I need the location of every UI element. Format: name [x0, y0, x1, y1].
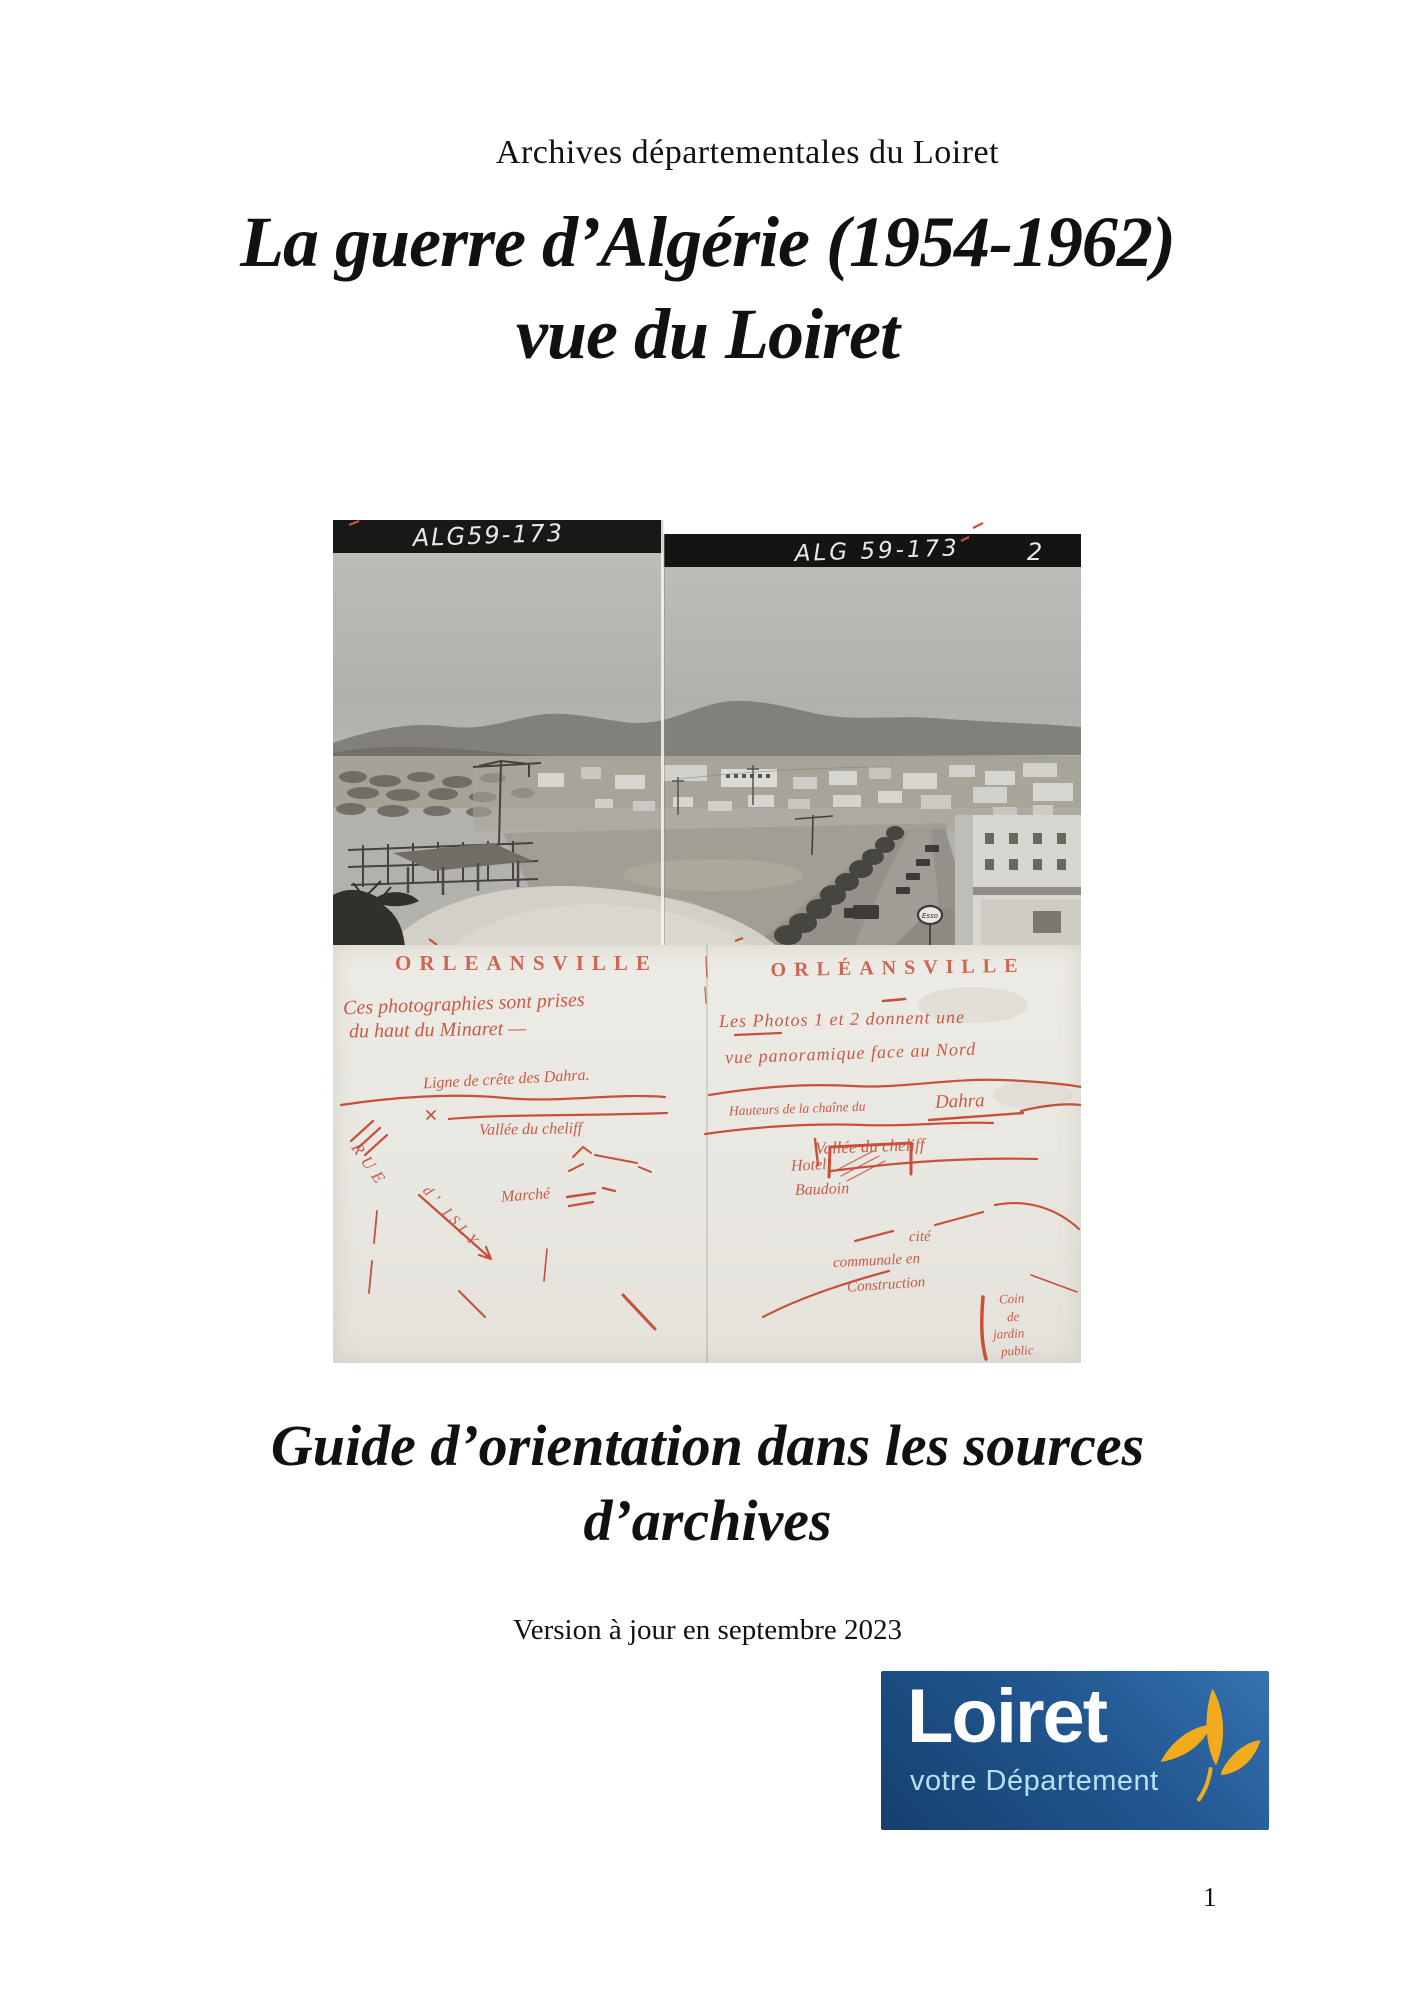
- garden-corner-bar: [982, 1297, 986, 1359]
- document-subtitle: [0, 1408, 1415, 1559]
- annotation-caption-right-1: Les Photos 1 et 2 donnent une: [718, 1006, 966, 1032]
- annotation-rue: RUE: [347, 1139, 393, 1192]
- subtitle-line-2: d’archives: [583, 1488, 832, 1554]
- market-marks: [567, 1188, 615, 1206]
- logo-tagline: votre Département: [910, 1765, 1159, 1797]
- svg-text:Esso: Esso: [922, 912, 938, 920]
- print-seam: [661, 520, 664, 945]
- annotation-crest-label: Ligne de crête des Dahra.: [422, 1066, 590, 1093]
- version-note: Version à jour en septembre 2023: [513, 1614, 902, 1646]
- annotation-district-3: Construction: [846, 1274, 926, 1296]
- strip-number: 2: [1027, 538, 1043, 566]
- strip-label-left: ALG59-173: [412, 518, 565, 552]
- annotation-valley-label-right: Vallée du cheliff: [814, 1135, 925, 1158]
- strip-label-right: ALG 59-173: [794, 535, 961, 567]
- annotation-corner-4: public: [1000, 1342, 1034, 1359]
- annotation-isly: d’ ISLY: [419, 1183, 484, 1253]
- title-dash: [883, 999, 905, 1001]
- aerial-photo-orleansville: [333, 515, 1081, 945]
- annotation-district-1: cité: [908, 1228, 931, 1246]
- annotation-hotel-2: Baudoin: [794, 1180, 850, 1199]
- annotation-town-name-right: ORLÉANSVILLE: [770, 954, 1026, 982]
- loiret-department-logo: [881, 1671, 1269, 1830]
- annotation-hotel-1: Hotel: [790, 1156, 827, 1175]
- annotation-caption-right-2: vue panoramique face au Nord: [724, 1038, 977, 1068]
- annotation-valley-label-left: Vallée du cheliff: [478, 1120, 583, 1139]
- annotation-sheet: [333, 945, 1081, 1363]
- institution-header: Archives départementales du Loiret: [495, 134, 1000, 171]
- annotation-town-name-left: ORLEANSVILLE: [395, 951, 658, 975]
- annotation-district-2: communale en: [832, 1250, 921, 1272]
- annotation-corner-2: de: [1006, 1308, 1020, 1325]
- photos-underline: [735, 1033, 781, 1035]
- annotation-heights-emphasis: Dahra: [934, 1090, 985, 1113]
- right-buildings: [955, 805, 1081, 945]
- annotation-caption-left-1: Ces photographies sont prises: [342, 988, 585, 1020]
- crest-line: [341, 1096, 665, 1105]
- annotation-heights-label: Hauteurs de la chaîne du: [728, 1098, 866, 1119]
- page-number: 1: [1203, 1882, 1217, 1912]
- archive-photograph: [333, 515, 1081, 1363]
- loiret-plant-icon: [1153, 1685, 1261, 1803]
- logo-wordmark: Loiret: [907, 1674, 1107, 1759]
- title-line-1: La guerre d’Algérie (1954-1962): [240, 202, 1175, 282]
- annotation-market: Marché: [500, 1185, 551, 1206]
- annotation-corner-1: Coin: [998, 1290, 1025, 1307]
- subtitle-line-1: Guide d’orientation dans les sources: [270, 1413, 1145, 1478]
- title-line-2: vue du Loiret: [516, 294, 899, 375]
- annotation-caption-left-2: du haut du Minaret —: [348, 1017, 527, 1043]
- page-title: [0, 196, 1415, 380]
- annotation-corner-3: jardin: [992, 1325, 1025, 1342]
